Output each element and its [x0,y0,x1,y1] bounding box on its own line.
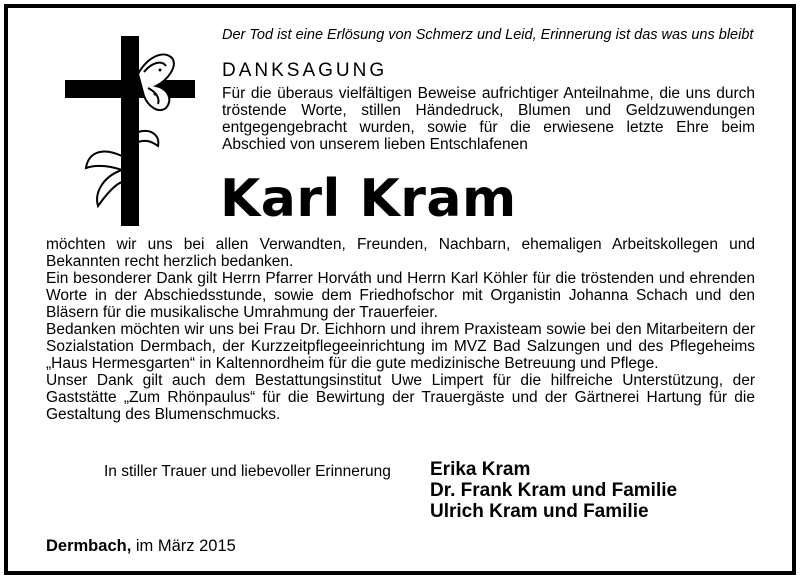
intro-paragraph: Für die überaus vielfältigen Beweise aufrichtiger Anteilnahme, die uns durch tröstende Worte, stillen Händedruck, Blumen und Geldzuwendungen entgegengebracht wurden, sowie für die erwiesene letzte Ehre beim Abschied von unserem lieben Entschlafenen [222,85,755,153]
paragraph: Unser Dank gilt auch dem Bestattungsinstitut Uwe Limpert für die hilfreiche Unterstützung, der Gaststätte „Zum Rhönpaulus“ für die Bewirtung der Trauergäste und der Gärtnerei Hartung für die Gestaltung des Blumenschmucks. [46,372,755,423]
cross-with-lily-icon [60,36,200,226]
intro-text [222,85,755,153]
deceased-name: Karl Kram [220,169,517,229]
paragraph: Bedanken möchten wir uns bei Frau Dr. Eichhorn und ihrem Praxisteam sowie bei den Mitarbeitern der Sozialstation Dermbach, der Kurzzeitpflegeeinrichtung im MVZ Bad Salzungen und des Pflegeheims „Haus Hermesgarten“ in Kaltennordheim für die gute medizinische Betreuung und Pflege. [46,321,755,372]
motto: Der Tod ist eine Erlösung von Schmerz und Leid, Erinnerung ist das was uns bleibt [222,27,754,43]
paragraph: Ein besonderer Dank gilt Herrn Pfarrer Horváth und Herrn Karl Köhler für die tröstenden und ehrenden Worte in der Abschiedsstunde, sowie dem Friedhofschor mit Organistin Johanna Schach und den Bläsern für die musikalische Umrahmung der Trauerfeier. [46,270,755,321]
place-date [46,537,236,556]
place: Dermbach, [46,537,132,555]
mourner: Erika Kram [430,459,531,480]
date: im März 2015 [135,537,236,555]
paragraph: möchten wir uns bei allen Verwandten, Freunden, Nachbarn, ehemaligen Arbeitskollegen und Bekannten recht herzlich bedanken. [46,236,755,270]
mourner: Ulrich Kram und Familie [430,501,649,522]
mourners-list [430,459,677,522]
remembrance-line: In stiller Trauer und liebevoller Erinnerung [104,463,391,480]
mourner: Dr. Frank Kram und Familie [430,480,678,501]
thanks-body [46,236,755,423]
heading: DANKSAGUNG [222,60,388,81]
